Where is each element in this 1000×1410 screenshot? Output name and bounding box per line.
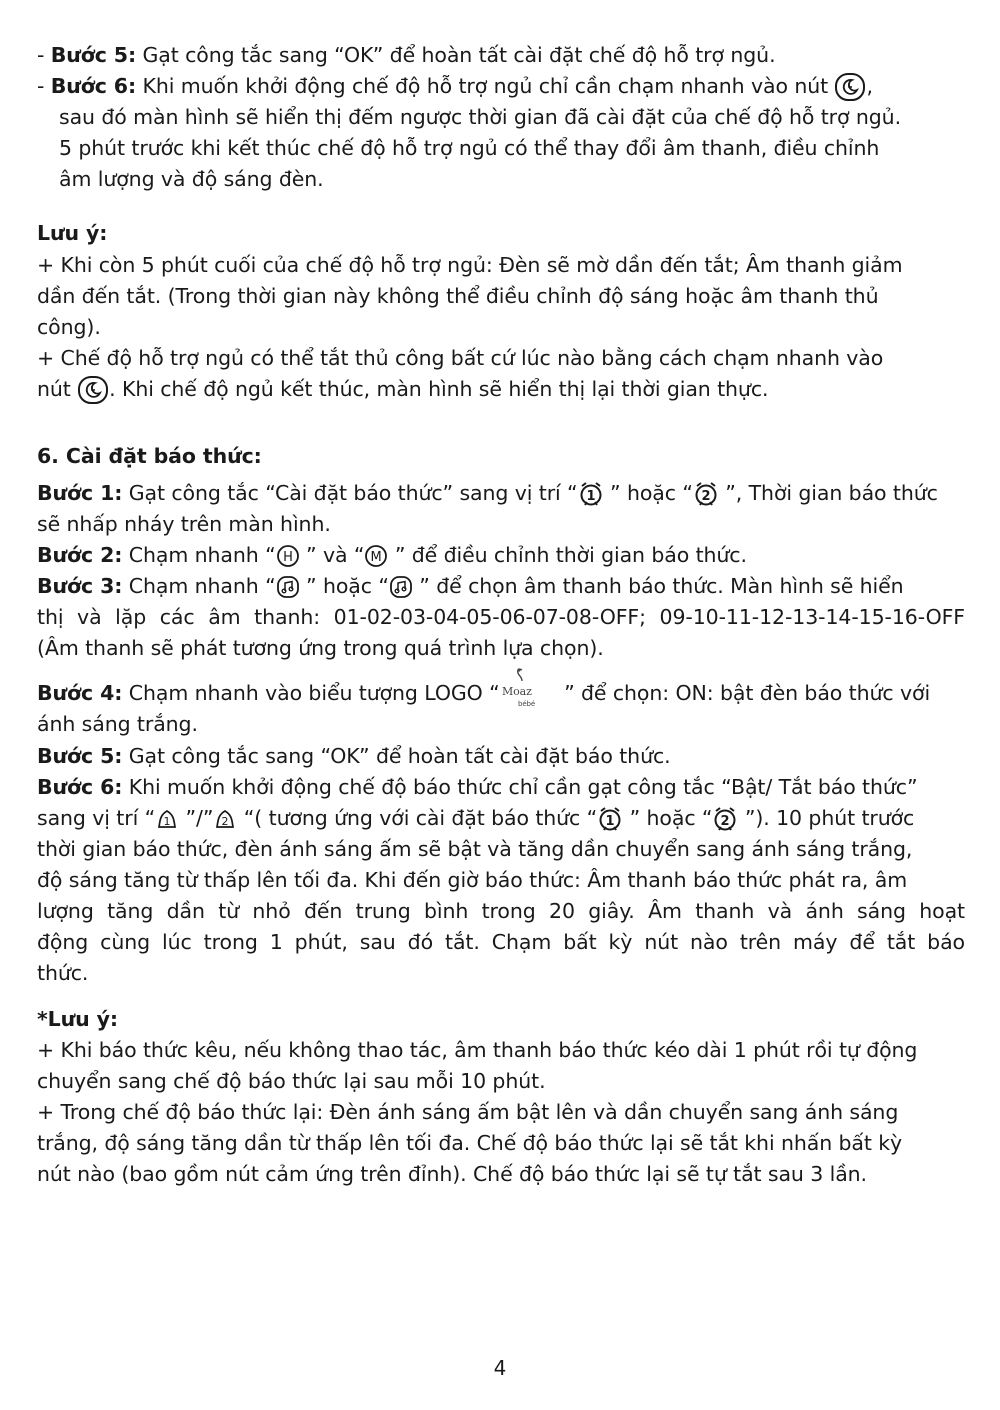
paragraph-line: âm lượng và độ sáng đèn. <box>59 167 324 191</box>
hour-button-icon <box>276 544 300 568</box>
alarm-step4-line: Bước 4: Chạm nhanh vào biểu tượng LOGO “ Moaz bébé ” để chọn: ON: bật đèn báo thức với <box>37 678 965 710</box>
sleep-moon-icon <box>834 72 866 102</box>
note-title: Lưu ý: <box>37 221 108 245</box>
music-next-icon <box>389 575 413 599</box>
step-label: Bước 6: <box>50 74 137 98</box>
note-line: dần đến tắt. (Trong thời gian này không thể điều chỉnh độ sáng hoặc âm thanh thủ <box>37 284 879 308</box>
step-label: Bước 1: <box>37 481 123 505</box>
svg-text:2: 2 <box>701 489 711 504</box>
step-label: Bước 2: <box>37 543 123 567</box>
svg-text:1: 1 <box>605 814 615 829</box>
minute-button-icon <box>364 544 388 568</box>
alarm-step6-line: Bước 6: Khi muốn khởi động chế độ báo thức chỉ cần gạt công tắc “Bật/ Tắt báo thức” <box>37 775 918 799</box>
paragraph-line: sẽ nhấp nháy trên màn hình. <box>37 512 331 536</box>
step-label: Bước 5: <box>50 43 137 67</box>
alarm-step5-line: Bước 5: Gạt công tắc sang “OK” để hoàn tất cài đặt báo thức. <box>37 744 671 768</box>
moaz-bebe-logo-icon <box>500 666 558 710</box>
alarm-step3-line: Bước 3: Chạm nhanh “ ” hoặc “ ” để chọn âm thanh báo thức. Màn hình sẽ hiển <box>37 574 904 598</box>
step-label: Bước 4: <box>37 681 123 705</box>
svg-text:M: M <box>370 550 382 565</box>
alarm-clock-1-icon <box>597 806 623 832</box>
svg-text:2: 2 <box>720 814 730 829</box>
bell-2-icon <box>213 807 237 831</box>
step-label: Bước 5: <box>37 744 123 768</box>
note-line: chuyển sang chế độ báo thức lại sau mỗi 10 phút. <box>37 1069 546 1093</box>
sleep-step5-line: - Bước 5: Gạt công tắc sang “OK” để hoàn tất cài đặt chế độ hỗ trợ ngủ. <box>37 43 776 67</box>
svg-text:2: 2 <box>221 815 229 828</box>
paragraph-line: thị và lặp các âm thanh: 01-02-03-04-05-06-07-08-OFF; 09-10-11-12-13-14-15-16-OFF <box>37 605 965 629</box>
alarm-step1-line: Bước 1: Gạt công tắc “Cài đặt báo thức” sang vị trí “ 1 ” hoặc “ 2 ”, Thời gian báo thức <box>37 481 938 505</box>
svg-text:bébé: bébé <box>517 700 535 708</box>
note-line: nút nào (bao gồm nút cảm ứng trên đỉnh). Chế độ báo thức lại sẽ tự tắt sau 3 lần. <box>37 1162 867 1186</box>
svg-text:Moaz: Moaz <box>501 685 532 698</box>
note-line: + Trong chế độ báo thức lại: Đèn ánh sáng ấm bật lên và dần chuyển sang ánh sáng <box>37 1100 899 1124</box>
alarm-clock-1-icon <box>578 481 604 507</box>
note-line: trắng, độ sáng tăng dần từ thấp lên tối đa. Chế độ báo thức lại sẽ tắt khi nhấn bất kỳ <box>37 1131 903 1155</box>
svg-text:H: H <box>282 550 293 565</box>
paragraph-line: lượng tăng dần từ nhỏ đến trung bình trong 20 giây. Âm thanh và ánh sáng hoạt <box>37 899 965 923</box>
paragraph-line: thời gian báo thức, đèn ánh sáng ấm sẽ bật và tăng dần chuyển sang ánh sáng trắng, <box>37 837 913 861</box>
music-prev-icon <box>276 575 300 599</box>
page-number: 4 <box>493 1356 507 1380</box>
note-line: công). <box>37 315 101 339</box>
section-heading: 6. Cài đặt báo thức: <box>37 444 262 468</box>
paragraph-line: độ sáng tăng từ thấp lên tối đa. Khi đến giờ báo thức: Âm thanh báo thức phát ra, âm <box>37 868 908 892</box>
step-label: Bước 3: <box>37 574 123 598</box>
step-label: Bước 6: <box>37 775 123 799</box>
paragraph-line: ánh sáng trắng. <box>37 712 198 736</box>
alarm-step2-line: Bước 2: Chạm nhanh “ H ” và “ M ” để điều chỉnh thời gian báo thức. <box>37 543 747 567</box>
paragraph-line: (Âm thanh sẽ phát tương ứng trong quá trình lựa chọn). <box>37 636 604 660</box>
paragraph-line: động cùng lúc trong 1 phút, sau đó tắt. Chạm bất kỳ nút nào trên máy để tắt báo <box>37 930 965 954</box>
note-line: nút . Khi chế độ ngủ kết thúc, màn hình sẽ hiển thị lại thời gian thực. <box>37 374 965 405</box>
note-title: *Lưu ý: <box>37 1007 118 1031</box>
svg-text:1: 1 <box>586 489 596 504</box>
note-line: + Khi báo thức kêu, nếu không thao tác, âm thanh báo thức kéo dài 1 phút rồi tự động <box>37 1038 918 1062</box>
sleep-step6-line: - Bước 6: Khi muốn khởi động chế độ hỗ trợ ngủ chỉ cần chạm nhanh vào nút , <box>37 71 965 102</box>
paragraph-line: thức. <box>37 961 89 985</box>
alarm-clock-2-icon <box>712 806 738 832</box>
paragraph-line: 5 phút trước khi kết thúc chế độ hỗ trợ ngủ có thể thay đổi âm thanh, điều chỉnh <box>59 136 880 160</box>
bell-1-icon <box>155 807 179 831</box>
paragraph-line: sau đó màn hình sẽ hiển thị đếm ngược thời gian đã cài đặt của chế độ hỗ trợ ngủ. <box>59 105 901 129</box>
note-line: + Khi còn 5 phút cuối của chế độ hỗ trợ ngủ: Đèn sẽ mờ dần đến tắt; Âm thanh giảm <box>37 253 903 277</box>
svg-text:1: 1 <box>163 815 171 828</box>
alarm-clock-2-icon <box>693 481 719 507</box>
note-line: + Chế độ hỗ trợ ngủ có thể tắt thủ công bất cứ lúc nào bằng cách chạm nhanh vào <box>37 346 884 370</box>
sleep-moon-icon <box>77 375 109 405</box>
alarm-step6-line2: sang vị trí “ 1 ”/” 2 “( tương ứng với cài đặt báo thức “ 1 ” hoặc “ 2 ”). 10 phút trước <box>37 806 915 830</box>
